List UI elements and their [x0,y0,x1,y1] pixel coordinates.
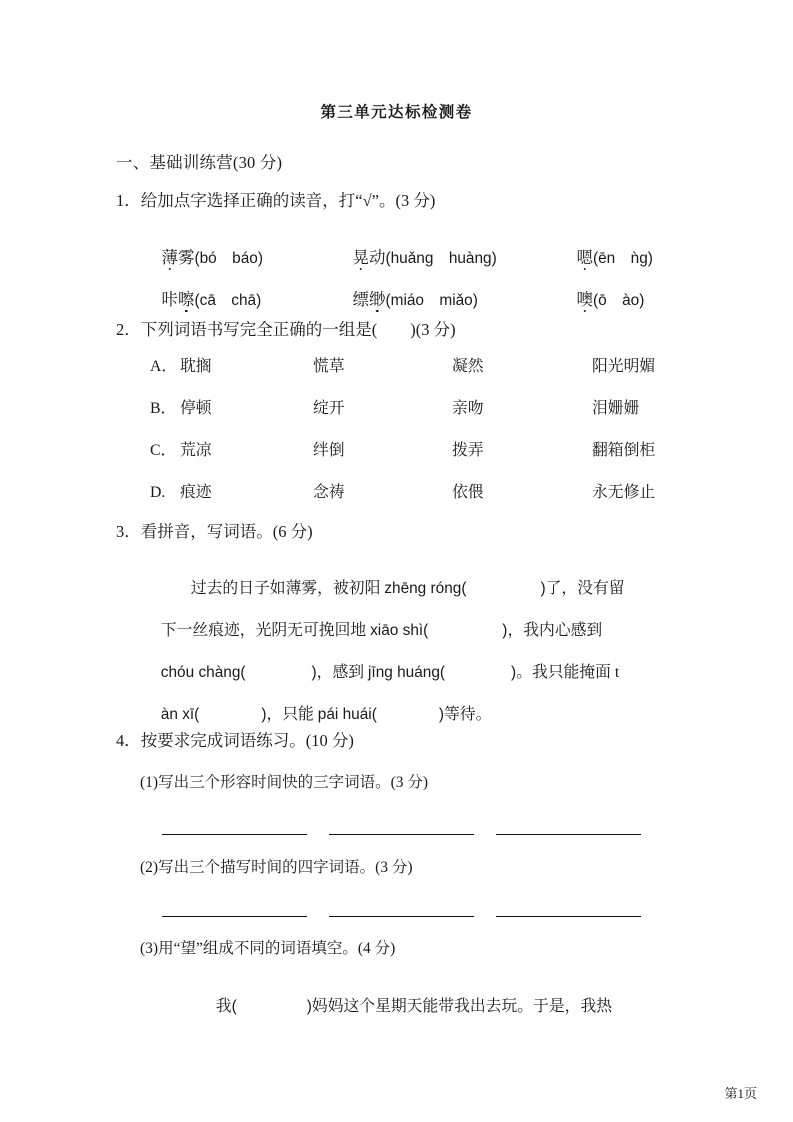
dotted-char-ca: 嚓 [178,289,195,309]
answer-blank[interactable] [496,916,641,917]
q3-passage-line-2 [145,607,602,654]
q4-sentence-text-b: 妈妈这个星期天能带我出去玩。于是，我热 [311,997,613,1015]
option-b-word-4: 泪姗姗 [592,400,640,417]
pinyin-item-5-head: 缥 [352,289,369,309]
q3-blank-6[interactable]: ( ) [371,705,444,723]
option-c-word-2: 绊倒 [313,442,345,459]
q3-blank-5[interactable]: ( ) [194,705,267,723]
q3-blank-4[interactable]: ( ) [439,663,517,681]
q3-line3-text-b: 。我只能掩面 t [516,663,620,681]
option-c-word-1: 荒凉 [180,442,212,459]
pinyin-item-4[interactable] [145,275,261,325]
question-4-sub-3: (3)用“望”组成不同的词语填空。(4 分) [140,940,396,957]
q3-line4-text-a: ，只能 [266,705,318,723]
question-2-heading: 2．下列词语书写完全正确的一组是( )(3 分) [116,320,456,339]
q4-blank-1[interactable]: ( ) [231,997,312,1015]
option-b-word-1: 停顿 [180,400,212,417]
dotted-char-o: 噢 [576,289,593,309]
dotted-char-huang: 晃 [352,247,369,267]
q3-line3-text-a: ，感到 [316,663,369,681]
pinyin-item-6-readings: (ō ào) [593,291,645,309]
answer-blank[interactable] [162,916,307,917]
option-d-label[interactable]: D. [150,484,166,501]
dotted-char-en: 嗯 [576,247,593,267]
pinyin-item-1-tail: 雾 [178,247,195,267]
q3-line1-pinyin: zhēng róng [384,579,462,597]
option-d-word-3: 依偎 [452,484,484,501]
q3-line4-text-b: 等待。 [444,705,492,723]
question-4-sub-3-sentence [200,983,612,1030]
q3-blank-3[interactable]: ( ) [240,663,317,681]
pinyin-item-2-readings: (huǎng huàng) [385,249,497,267]
question-3-heading: 3．看拼音，写词语。(6 分) [116,522,313,541]
question-4-sub-2: (2)写出三个描写时间的四字词语。(3 分) [140,859,413,876]
option-a-word-1: 耽搁 [180,358,212,375]
option-d-word-4: 永无修止 [592,484,656,501]
option-b-label[interactable]: B． [150,400,177,417]
q3-line2-text-a: 下一丝痕迹，光阴无可挽回地 [160,621,371,639]
pinyin-item-4-readings: (cā chā) [194,291,262,309]
answer-blank[interactable] [329,834,474,835]
option-a-word-4: 阳光明媚 [592,358,656,375]
dotted-char-bo: 薄 [161,247,178,267]
option-b-word-3: 亲吻 [452,400,484,417]
q4-sentence-text-a: 我 [215,997,232,1015]
option-c-word-3: 拨弄 [452,442,484,459]
q3-line1-text-b: 了，没有留 [545,579,625,597]
option-d-word-2: 念祷 [313,484,345,501]
page-title: 第三单元达标检测卷 [320,102,473,121]
option-c-label[interactable]: C． [150,442,177,459]
q3-line3-pinyin-1: chóu chàng [160,663,241,681]
q3-line2-pinyin: xiāo shì [370,621,424,639]
answer-blank[interactable] [329,916,474,917]
q3-line4-pinyin-2: pái huái [317,705,372,723]
q3-passage-line-1 [175,565,625,612]
option-a-word-3: 凝然 [452,358,484,375]
q3-blank-2[interactable]: ( ) [423,621,508,639]
q3-line1-text-a: 过去的日子如薄雾，被初阳 [190,579,385,597]
option-d-word-1: 痕迹 [180,484,212,501]
page-number-footer: 第1页 [724,1086,757,1101]
q3-line4-pinyin-1: àn xī [160,705,195,723]
q3-passage-line-3 [145,649,619,696]
q3-line2-text-b: ，我内心感到 [507,621,603,639]
question-4-sub-1: (1)写出三个形容时间快的三字词语。(3 分) [140,774,429,791]
pinyin-item-6[interactable] [560,275,644,325]
pinyin-item-5[interactable] [336,275,478,325]
answer-blanks-row-2 [162,916,641,917]
option-c-word-4: 翻箱倒柜 [592,442,656,459]
answer-blank[interactable] [162,834,307,835]
answer-blanks-row-1 [162,834,641,835]
question-1-heading: 1．给加点字选择正确的读音，打“√”。(3 分) [116,191,436,210]
pinyin-item-4-head: 咔 [161,289,178,309]
dotted-char-miao: 缈 [369,289,386,309]
pinyin-item-3-readings: (ēn ǹg) [593,249,653,267]
option-b-word-2: 绽开 [313,400,345,417]
q3-line3-pinyin-2: jīng huáng [368,663,440,681]
pinyin-item-5-readings: (miáo miǎo) [385,291,478,309]
option-a-label[interactable]: A． [150,358,178,375]
pinyin-item-1-readings: (bó báo) [194,249,263,267]
question-4-heading: 4．按要求完成词语练习。(10 分) [116,731,354,750]
answer-blank[interactable] [496,834,641,835]
option-a-word-2: 慌草 [313,358,345,375]
pinyin-item-2-tail: 动 [369,247,386,267]
q3-blank-1[interactable]: ( ) [461,579,546,597]
section-heading: 一、基础训练营(30 分) [116,153,283,172]
